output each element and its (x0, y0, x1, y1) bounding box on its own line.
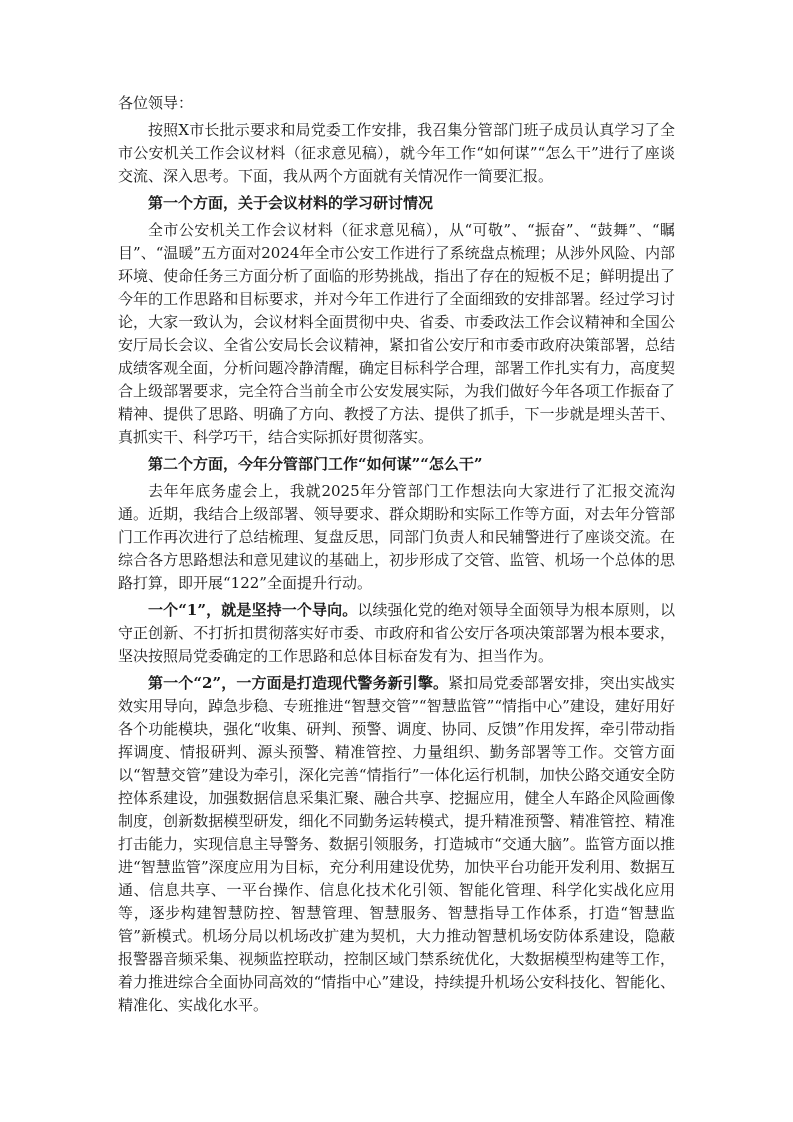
point2-lead: 第一个“2”，一方面是打造现代警务新引擎。 (148, 674, 449, 692)
section1-heading: 第一个方面，关于会议材料的学习研讨情况 (148, 194, 434, 212)
point2-paragraph (118, 672, 675, 1017)
point1-lead: 一个“1”，就是坚持一个导向。 (148, 601, 358, 619)
point2-body: 紧扣局党委部署安排，突出实战实效实用导向，踔急步稳、专班推进“智慧交管”“智慧监管”“情指中心”建设，建好用好各个功能模块，强化“收集、研判、预警、调度、协同、反馈”作用发挥，牵引带动指挥调度、情报研判、源头预警、精准管控、力量组织、勤务部署等工作。交管方面以“智慧交管”建设为牵引，深化完善“情指行”一体化运行机制，加快公路交通安全防控体系建设，加强数据信息采集汇聚、融合共享、挖掘应用，健全人车路企风险画像制度，创新数据模型研发，细化不同勤务运转模式，提升精准预警、精准管控、精准打击能力，实现信息主导警务、数据引领服务，打造城市“交通大脑”。监管方面以推进“智慧监管”深度应用为目标，充分利用建设优势，加快平台功能开发利用、数据互通、信息共享、一平台操作、信息化技术化引领、智能化管理、科学化实战化应用等，逐步构建智慧防控、智慧管理、智慧服务、智慧指导工作体系，打造“智慧监管”新模式。机场分局以机场改扩建为契机，大力推动智慧机场安防体系建设，隐蔽报警器音频采集、视频监控联动，控制区域门禁系统优化，大数据模型构建等工作，着力推进综合全面协同高效的“情指中心”建设，持续提升机场公安科技化、智能化、精准化、实战化水平。 (118, 674, 675, 1014)
intro-paragraph: 按照X市长批示要求和局党委工作安排，我召集分管部门班子成员认真学习了全市公安机关工作会议材料（征求意见稿），就今年工作“如何谋”“怎么干”进行了座谈交流、深入思考。下面，我从两个方面就有关情况作一简要汇报。 (118, 121, 675, 185)
point1-paragraph (118, 599, 675, 668)
salutation: 各位领导： (118, 94, 194, 112)
section1-paragraph: 全市公安机关工作会议材料（征求意见稿），从“可敬”、“振奋”、“鼓舞”、“瞩目”、“温暖”五方面对2024年全市公安工作进行了系统盘点梳理；从涉外风险、内部环境、使命任务三方面分析了面临的形势挑战，指出了存在的短板不足；鲜明提出了今年的工作思路和目标要求，并对今年工作进行了全面细致的安排部署。经过学习讨论，大家一致认为，会议材料全面贯彻中央、省委、市委政法工作会议精神和全国公安厅局长会议、全省公安局长会议精神，紧扣省公安厅和市委市政府决策部署，总结成绩客观全面，分析问题冷静清醒，确定目标科学合理，部署工作扎实有力，高度契合上级部署要求，完全符合当前全市公安发展实际，为我们做好今年各项工作振奋了精神、提供了思路、明确了方向、教授了方法、提供了抓手，下一步就是埋头苦干、真抓实干、科学巧干，结合实际抓好贯彻落实。 (118, 221, 675, 446)
point1-body: 以续强化党的绝对领导全面领导为根本原则，以守正创新、不打折扣贯彻落实好市委、市政府和省公安厅各项决策部署为根本要求，坚决按照局党委确定的工作思路和总体目标奋发有为、担当作为。 (118, 601, 675, 665)
section2-paragraph: 去年年底务虚会上，我就2025年分管部门工作想法向大家进行了汇报交流沟通。近期，我结合上级部署、领导要求、群众期盼和实际工作等方面，对去年分管部门工作再次进行了总结梳理、复盘反思，同部门负责人和民辅警进行了座谈交流。在综合各方思路想法和意见建议的基础上，初步形成了交管、监管、机场一个总体的思路打算，即开展“122”全面提升行动。 (118, 482, 675, 592)
section2-heading: 第二个方面，今年分管部门工作“如何谋”“怎么干” (148, 455, 483, 473)
